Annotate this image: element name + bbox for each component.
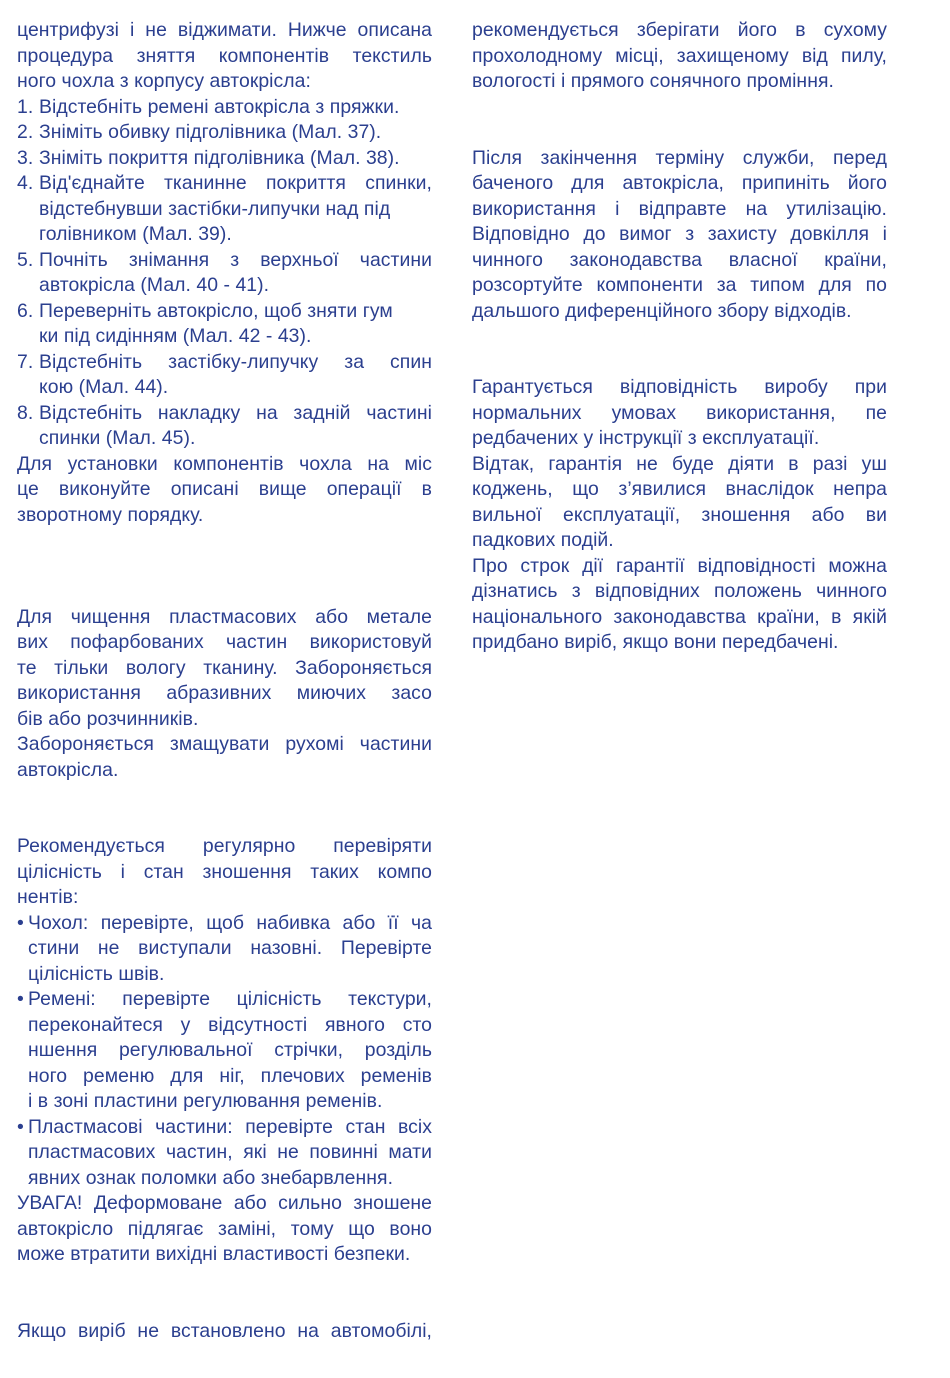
list-item (17, 146, 432, 172)
text-line: спинки (Мал. 45). (39, 427, 196, 449)
text-line: нентів: (17, 886, 79, 908)
text-line: ного чохла з корпусу автокрісла: (17, 70, 311, 92)
list-item (17, 401, 432, 452)
text-line: коджень, що з’явилися внаслідок непра (472, 478, 887, 500)
text-line: те тільки вологу тканину. Забороняється (17, 656, 432, 679)
text-line: цілісність і стан зношення таких компо (17, 860, 432, 883)
text-line: нормальних умовах використання, пе (472, 401, 887, 424)
text-line: і в зоні пластини регулювання ременів. (28, 1090, 383, 1112)
text-line: стини не виступали назовні. Перевірте (28, 937, 432, 959)
text-line: Відстебніть накладку на задній частині (39, 401, 432, 424)
text-line: чинного законодавства власної країни, (472, 248, 887, 271)
text-line: УВАГА! Деформоване або сильно зношене (17, 1192, 432, 1214)
text-line: Переверніть автокрісло, щоб зняти гум (39, 299, 393, 322)
text-line: Ремені: перевірте цілісність текстури, (28, 988, 432, 1010)
text-line: Після закінчення терміну служби, перед (472, 146, 887, 169)
storage-paragraph-end (472, 18, 887, 95)
text-line: відстебнувши застібки-липучки над під (39, 197, 391, 220)
list-item (17, 299, 432, 350)
text-line: дізнатись з відповідних положень чинного (472, 580, 887, 602)
list-number: 1. (17, 95, 34, 118)
list-item (17, 248, 432, 299)
list-number: 2. (17, 121, 34, 143)
text-line: падкових подій. (472, 529, 614, 551)
bullet-icon: • (17, 911, 24, 934)
list-number: 4. (17, 172, 34, 194)
list-number: 7. (17, 350, 34, 373)
list-number: 6. (17, 299, 34, 322)
text-line: Забороняється змащувати рухомі частини (17, 733, 432, 755)
text-line: автокрісло підлягає заміні, тому що воно (17, 1217, 432, 1240)
maintenance-list (17, 911, 432, 1192)
text-line: національного законодавства країни, в якій (472, 605, 887, 628)
right-column (472, 18, 887, 656)
bullet-icon: • (17, 988, 24, 1010)
maintenance-paragraph (17, 834, 432, 911)
text-line: зворотному порядку. (17, 503, 204, 526)
text-line: використання абразивних миючих засо (17, 682, 432, 704)
text-line: Для установки компонентів чохла на міс (17, 452, 432, 475)
text-line: автокрісла. (17, 758, 119, 781)
warning-paragraph (17, 1191, 432, 1268)
list-item (17, 95, 432, 121)
text-line: баченого для автокрісла, припиніть його (472, 172, 887, 194)
intro-paragraph (17, 18, 432, 95)
cleaning-paragraph (17, 605, 432, 784)
list-item (17, 987, 432, 1115)
text-line: придбано виріб, якщо вони передбачені. (472, 631, 839, 653)
text-line: Зніміть обивку підголівника (Мал. 37). (39, 121, 382, 143)
text-line: Відстебніть ремені автокрісла з пряжки. (39, 95, 400, 118)
list-item (17, 350, 432, 401)
list-item (17, 120, 432, 146)
list-item (17, 1115, 432, 1192)
text-line: редбачених у інструкції з експлуатації. (472, 427, 820, 449)
text-line: Чохол: перевірте, щоб набивка або її ча (28, 911, 432, 934)
list-item (17, 171, 432, 248)
bullet-icon: • (17, 1115, 24, 1138)
text-line: явних ознак поломки або знебарвлення. (28, 1166, 394, 1189)
text-line: Відтак, гарантія не буде діяти в разі уш (472, 452, 887, 475)
text-line: Відповідно до вимог з захисту довкілля і (472, 223, 887, 245)
text-line: може втратити вихідні властивості безпеки. (17, 1243, 411, 1265)
text-line: Рекомендується регулярно перевіряти (17, 835, 432, 857)
list-number: 3. (17, 146, 34, 169)
text-line: прохолодному місці, захищеному від пилу, (472, 44, 887, 67)
text-line: ного ременю для ніг, плечових ременів (28, 1064, 432, 1087)
text-line: розсортуйте компоненти за типом для по (472, 274, 887, 296)
text-line: Пластмасові частини: перевірте стан всіх (28, 1115, 432, 1138)
text-line: Відстебніть застібку-липучку за спин (39, 350, 432, 373)
text-line: ки під сидінням (Мал. 42 - 43). (39, 325, 312, 347)
text-line: вих пофарбованих частин використовуй (17, 631, 432, 653)
left-column (17, 18, 432, 1344)
text-line: Для чищення пластмасових або метале (17, 605, 432, 628)
list-number: 8. (17, 401, 34, 424)
text-line: Почніть знімання з верхньої частини (39, 248, 432, 271)
warranty-paragraph (472, 375, 887, 656)
text-line: це виконуйте описані вище операції в (17, 478, 432, 500)
install-paragraph (17, 452, 432, 529)
text-line: ншення регулювальної стрічки, розділь (28, 1039, 432, 1061)
text-line: автокрісла (Мал. 40 - 41). (39, 274, 270, 296)
removal-steps-list (17, 95, 432, 452)
list-item (17, 911, 432, 988)
text-line: дальшого диференційного збору відходів. (472, 299, 852, 322)
text-line: пластмасових частин, які не повинні мати (28, 1141, 432, 1163)
list-number: 5. (17, 248, 34, 271)
text-line: Гарантується відповідність виробу при (472, 376, 887, 398)
disposal-paragraph (472, 146, 887, 325)
text-line: Зніміть покриття підголівника (Мал. 38). (39, 146, 400, 169)
text-line: голівником (Мал. 39). (39, 223, 232, 245)
text-line: вильної експлуатації, зношення або ви (472, 503, 887, 526)
text-line: вологості і прямого сонячного проміння. (472, 70, 834, 92)
text-line: центрифузі і не віджимати. Нижче описана (17, 19, 432, 41)
text-line: процедура зняття компонентів текстиль (17, 44, 432, 67)
storage-paragraph-start (17, 1319, 432, 1345)
text-line: кою (Мал. 44). (39, 376, 169, 398)
text-line: переконайтеся у відсутності явного сто (28, 1013, 432, 1036)
text-line: цілісність швів. (28, 962, 165, 985)
text-line: Від'єднайте тканинне покриття спинки, (39, 172, 432, 194)
text-line: використання і відправте на утилізацію. (472, 197, 887, 220)
text-line: рекомендується зберігати його в сухому (472, 19, 887, 41)
text-line: бів або розчинників. (17, 707, 199, 730)
text-line: Про строк дії гарантії відповідності можна (472, 554, 887, 577)
text-line: Якщо виріб не встановлено на автомобілі, (17, 1319, 432, 1342)
